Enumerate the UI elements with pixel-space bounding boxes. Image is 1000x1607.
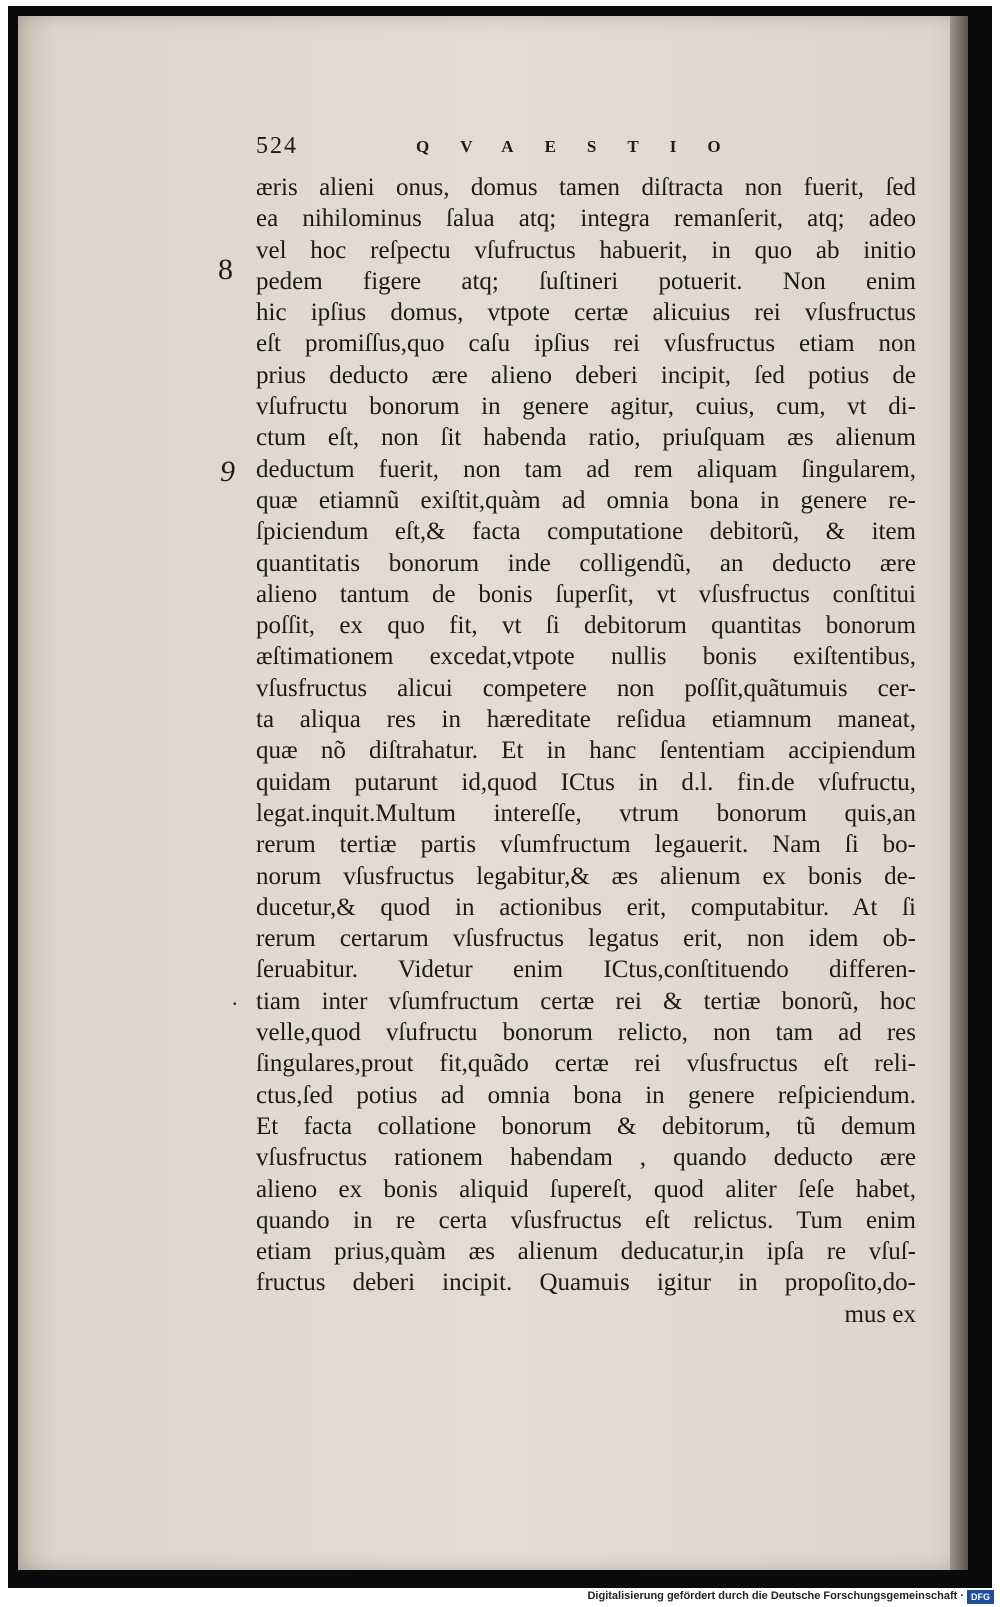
text-line: alieno tantum de bonis ſuperſit, vt vſusfructus conſtitui [256, 580, 916, 608]
text-line: ta aliqua res in hæreditate reſidua etiamnum maneat, [256, 706, 916, 734]
text-line: rerum certarum vſusfructus legatus erit, non idem ob- [256, 925, 916, 953]
text-line: æſtimationem excedat,vtpote nullis bonis exiſtentibus, [256, 643, 916, 671]
text-line: pedem figere atq; ſuſtineri potuerit. Non enim [256, 267, 916, 295]
text-line: poſſit, ex quo fit, vt ſi debitorum quantitas bonorum [256, 612, 916, 640]
running-title: QVAESTIO [416, 137, 752, 156]
body-text [256, 172, 916, 1330]
text-line: eſt promiſſus,quo caſu ipſius rei vſusfructus etiam non [256, 330, 916, 358]
catchword: mus ex [844, 1300, 916, 1328]
text-line: rerum tertiæ partis vſumfructum legauerit. Nam ſi bo- [256, 831, 916, 859]
text-line: vſusfructus alicui competere non poſſit,quãtumuis cer- [256, 674, 916, 702]
margin-note-9: 9 [220, 455, 235, 488]
dfg-logo: DFG [967, 1590, 994, 1604]
margin-note-dot: . [232, 985, 238, 1010]
text-line: prius deducto ære alieno deberi incipit, ſed potius de [256, 361, 916, 389]
text-line: ea nihilominus ſalua atq; integra remanſerit, atq; adeo [256, 205, 916, 233]
text-line: ſingulares,prout fit,quãdo certæ rei vſusfructus eſt reli- [256, 1050, 916, 1078]
text-line: quidam putarunt id,quod ICtus in d.l. fin.de vſufructu, [256, 768, 916, 796]
text-line: vſusfructus rationem habendam , quando deducto ære [256, 1144, 916, 1172]
page-number: 524 [256, 133, 298, 159]
text-line: ducetur,& quod in actionibus erit, computabitur. At ſi [256, 893, 916, 921]
text-line: quantitatis bonorum inde colligendũ, an deducto ære [256, 549, 916, 577]
text-line: vſufructu bonorum in genere agitur, cuius, cum, vt di- [256, 393, 916, 421]
text-line: norum vſusfructus legabitur,& æs alienum ex bonis de- [256, 862, 916, 890]
digitization-credit: Digitalisierung gefördert durch die Deutsche Forschungsgemeinschaft · [587, 1590, 964, 1602]
text-line: fructus deberi incipit. Quamuis igitur in propoſito,do- [256, 1269, 916, 1297]
text-line: ctum eſt, non ſit habenda ratio, priuſquam æs alienum [256, 424, 916, 452]
margin-note-8: 8 [218, 253, 233, 286]
text-line: legat.inquit.Multum intereſſe, vtrum bonorum quis,an [256, 799, 916, 827]
text-line: ctus,ſed potius ad omnia bona in genere reſpiciendum. [256, 1081, 916, 1109]
text-line: æris alieni onus, domus tamen diſtracta non fuerit, ſed [256, 174, 916, 201]
text-line: velle,quod vſufructu bonorum relicto, non tam ad res [256, 1019, 916, 1047]
text-line: tiam inter vſumfructum certæ rei & tertiæ bonorũ, hoc [256, 987, 916, 1015]
text-line: ſpiciendum eſt,& facta computatione debitorũ, & item [256, 518, 916, 546]
page-edge [950, 16, 968, 1570]
footer-bar [0, 1588, 1000, 1607]
text-line: ſeruabitur. Videtur enim ICtus,conſtituendo differen- [256, 956, 916, 984]
text-line: deductum fuerit, non tam ad rem aliquam ſingularem, [256, 455, 916, 483]
text-line: alieno ex bonis aliquid ſupereſt, quod aliter ſeſe habet, [256, 1175, 916, 1203]
text-line: vel hoc reſpectu vſufructus habuerit, in quo ab initio [256, 236, 916, 264]
text-line: etiam prius,quàm æs alienum deducatur,in ipſa re vſuſ- [256, 1238, 916, 1266]
running-head [256, 133, 756, 167]
text-line: Et facta collatione bonorum & debitorum, tũ demum [256, 1112, 916, 1140]
text-line: quæ nõ diſtrahatur. Et in hanc ſententiam accipiendum [256, 737, 916, 765]
text-line: hic ipſius domus, vtpote certæ alicuius rei vſusfructus [256, 299, 916, 327]
text-line: quæ etiamnũ exiſtit,quàm ad omnia bona in genere re- [256, 486, 916, 514]
text-line: quando in re certa vſusfructus eſt relictus. Tum enim [256, 1206, 916, 1234]
